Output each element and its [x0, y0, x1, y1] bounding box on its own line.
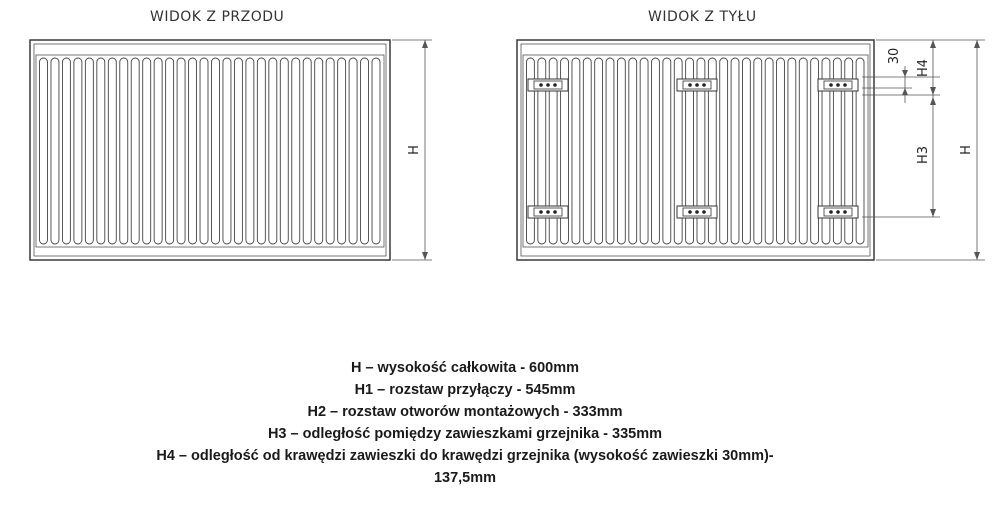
radiator-fin — [280, 58, 288, 244]
radiator-fin — [154, 58, 162, 244]
radiator-fin — [200, 58, 208, 244]
front-h-dimension — [392, 40, 432, 260]
radiator-fin — [97, 58, 105, 244]
radiator-fin — [583, 58, 591, 244]
legend-line-h3: H3 – odległość pomiędzy zawieszkami grzejnika - 335mm — [267, 426, 663, 442]
radiator-fin — [212, 58, 220, 244]
radiator-fin — [85, 58, 93, 244]
radiator-fin — [189, 58, 197, 244]
radiator-fin — [257, 58, 265, 244]
radiator-fin — [349, 58, 357, 244]
mounting-bracket — [677, 79, 717, 91]
radiator-fin — [62, 58, 70, 244]
radiator-fin — [143, 58, 151, 244]
radiator-fin — [246, 58, 254, 244]
radiator-fin — [788, 58, 796, 244]
radiator-fin — [742, 58, 750, 244]
radiator-fin — [652, 58, 660, 244]
radiator-fin — [166, 58, 174, 244]
radiator-fin — [338, 58, 346, 244]
back-radiator — [517, 40, 874, 260]
back-radiator-inner-frame — [521, 44, 870, 256]
radiator-fin — [108, 58, 116, 244]
back-radiator-outer-frame — [517, 40, 874, 260]
radiator-fin — [754, 58, 762, 244]
front-radiator — [30, 40, 390, 260]
radiator-fin — [74, 58, 82, 244]
h3-label: H3 — [916, 145, 931, 165]
radiator-fin — [177, 58, 185, 244]
radiator-fin — [629, 58, 637, 244]
back-view-title: WIDOK Z TYŁU — [648, 9, 757, 25]
mounting-bracket — [528, 79, 568, 91]
dimension-legend — [0, 357, 930, 489]
radiator-fin — [640, 58, 648, 244]
front-radiator-outer-frame — [30, 40, 390, 260]
front-view-title: WIDOK Z PRZODU — [150, 9, 285, 25]
back-dimensions — [862, 40, 985, 260]
back-h-label: H — [959, 145, 974, 155]
radiator-fin — [326, 58, 334, 244]
radiator-fin — [731, 58, 739, 244]
radiator-fin — [720, 58, 728, 244]
radiator-fin — [120, 58, 128, 244]
front-h-label: H — [407, 145, 422, 155]
radiator-fin — [572, 58, 580, 244]
bracket-30-label: 30 — [887, 47, 902, 65]
radiator-fin — [663, 58, 671, 244]
radiator-fin — [799, 58, 807, 244]
legend-line-h4-value: 137,5mm — [433, 470, 497, 486]
radiator-fin — [617, 58, 625, 244]
radiator-fin — [765, 58, 773, 244]
radiator-fin — [234, 58, 242, 244]
legend-line-h1: H1 – rozstaw przyłączy - 545mm — [354, 382, 576, 398]
mounting-bracket — [528, 206, 568, 218]
radiator-fin — [131, 58, 139, 244]
radiator-fin — [606, 58, 614, 244]
radiator-fin — [777, 58, 785, 244]
front-radiator-inner-frame — [34, 44, 386, 256]
front-radiator-fin-area — [36, 55, 384, 247]
radiator-fin — [372, 58, 380, 244]
legend-line-h4: H4 – odległość od krawędzi zawieszki do krawędzi grzejnika (wysokość zawieszki 30mm)- — [156, 448, 774, 464]
legend-line-h: H – wysokość całkowita - 600mm — [350, 360, 580, 376]
mounting-bracket — [818, 206, 858, 218]
radiator-fin — [303, 58, 311, 244]
mounting-brackets — [528, 79, 858, 218]
radiator-fin — [811, 58, 819, 244]
radiator-fin — [595, 58, 603, 244]
radiator-fin — [51, 58, 59, 244]
radiator-fin — [40, 58, 48, 244]
radiator-fin — [292, 58, 300, 244]
radiator-fin — [223, 58, 231, 244]
radiator-fin — [361, 58, 369, 244]
mounting-bracket — [677, 206, 717, 218]
h4-label: H4 — [916, 58, 931, 78]
radiator-fin — [315, 58, 323, 244]
legend-line-h2: H2 – rozstaw otworów montażowych - 333mm — [307, 404, 623, 420]
radiator-fin — [269, 58, 277, 244]
front-radiator-fins — [40, 58, 381, 244]
mounting-bracket — [818, 79, 858, 91]
